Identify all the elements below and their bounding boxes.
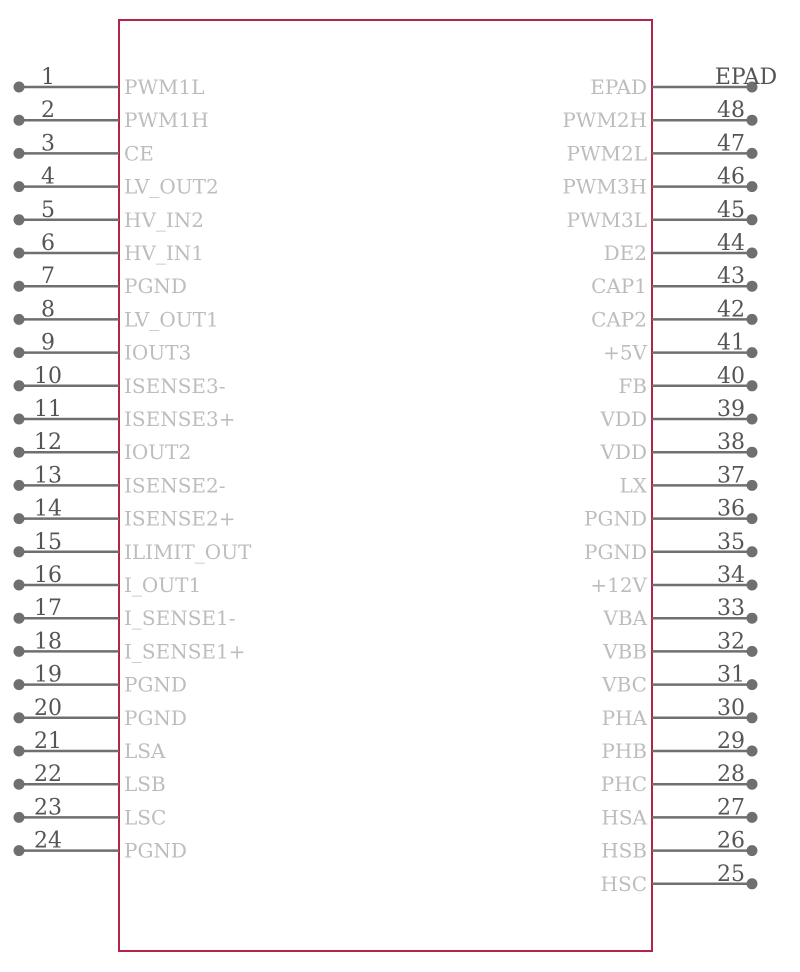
pin-name: PWM3L xyxy=(566,207,647,232)
pin-terminal-dot xyxy=(747,115,758,126)
pin-name: LX xyxy=(619,473,647,498)
pin-name: HSC xyxy=(600,871,647,896)
pin-terminal-dot xyxy=(747,447,758,458)
pin-name: VBA xyxy=(603,606,647,631)
pin-number: 37 xyxy=(717,463,745,489)
pin-number: 39 xyxy=(717,397,745,422)
pin-number: 3 xyxy=(41,131,55,157)
pin-terminal-dot xyxy=(14,181,25,192)
pin-name: +12V xyxy=(590,573,647,597)
pin-terminal-dot xyxy=(14,580,25,591)
pin-name: IOUT2 xyxy=(124,440,192,465)
pin-terminal-dot xyxy=(747,513,758,524)
pin-number: 19 xyxy=(34,662,62,688)
pin-number: 26 xyxy=(717,828,745,854)
pin-name: PHB xyxy=(601,739,647,763)
pin-terminal-dot xyxy=(747,380,758,391)
pin-terminal-dot xyxy=(14,513,25,524)
pin-terminal-dot xyxy=(14,248,25,259)
pin-terminal-dot xyxy=(747,712,758,723)
pin-number: 25 xyxy=(717,861,745,887)
pin-name: FB xyxy=(618,373,647,398)
pin-name: HSA xyxy=(601,805,647,830)
pin-name: PGND xyxy=(584,539,647,564)
pin-terminal-dot xyxy=(747,812,758,823)
pin-terminal-dot xyxy=(14,845,25,856)
pin-terminal-dot xyxy=(747,148,758,159)
pin-name: HV_IN1 xyxy=(124,241,205,265)
pin-number: 6 xyxy=(41,231,55,256)
pin-terminal-dot xyxy=(14,613,25,624)
pin-terminal-dot xyxy=(14,115,25,126)
pin-terminal-dot xyxy=(14,414,25,425)
pin-name: PWM1L xyxy=(124,75,205,99)
pin-name: HV_IN2 xyxy=(124,207,205,232)
pin-name: LV_OUT2 xyxy=(124,174,219,199)
pin-name: I_SENSE1+ xyxy=(124,639,246,664)
pin-name: ISENSE3- xyxy=(124,373,226,398)
pin-number: 22 xyxy=(34,762,62,788)
pin-terminal-dot xyxy=(14,546,25,557)
pin-number: 15 xyxy=(34,529,62,555)
pin-name: LV_OUT1 xyxy=(124,307,219,332)
pin-name: VBC xyxy=(602,672,647,697)
pin-number: 27 xyxy=(717,795,745,821)
pin-name: PGND xyxy=(124,705,187,730)
pin-number: 18 xyxy=(34,629,62,655)
pin-number: 48 xyxy=(717,98,745,124)
pin-number: 7 xyxy=(41,264,55,290)
pin-name: PWM3H xyxy=(562,174,647,199)
pin-number: 31 xyxy=(717,662,745,688)
pin-number: 44 xyxy=(717,231,745,256)
pin-name: DE2 xyxy=(603,241,647,265)
pin-number: 47 xyxy=(717,131,745,157)
pin-terminal-dot xyxy=(14,214,25,225)
pin-name: VDD xyxy=(600,407,647,431)
pin-terminal-dot xyxy=(14,746,25,757)
pin-name: ISENSE2- xyxy=(124,473,226,498)
pin-number: 1 xyxy=(41,65,55,90)
pin-number: 16 xyxy=(34,563,62,588)
pin-terminal-dot xyxy=(747,580,758,591)
pin-terminal-dot xyxy=(747,679,758,690)
pin-terminal-dot xyxy=(14,82,25,93)
pin-number: 32 xyxy=(717,629,745,655)
pin-terminal-dot xyxy=(747,281,758,292)
pin-terminal-dot xyxy=(747,546,758,557)
pin-name: PGND xyxy=(584,506,647,531)
pin-terminal-dot xyxy=(747,347,758,358)
pin-number: 13 xyxy=(34,463,62,489)
pin-name: I_SENSE1- xyxy=(124,606,236,631)
pin-number: 5 xyxy=(41,197,55,223)
pin-name: PWM2L xyxy=(566,141,647,166)
pin-number: 36 xyxy=(717,496,745,522)
pin-name: ISENSE3+ xyxy=(124,407,236,431)
pin-terminal-dot xyxy=(14,314,25,325)
pin-name: PWM1H xyxy=(124,108,209,133)
pin-terminal-dot xyxy=(747,480,758,491)
pin-number: 28 xyxy=(717,762,745,788)
pin-number: 11 xyxy=(34,397,62,422)
pin-terminal-dot xyxy=(747,314,758,325)
pin-number: 42 xyxy=(717,297,745,323)
pin-name: ISENSE2+ xyxy=(124,506,236,531)
pin-terminal-dot xyxy=(14,679,25,690)
pin-name: CE xyxy=(124,141,154,166)
pin-number: 21 xyxy=(34,729,62,754)
pin-name: +5V xyxy=(603,340,647,365)
pin-terminal-dot xyxy=(14,447,25,458)
pin-name: IOUT3 xyxy=(124,340,192,365)
pin-terminal-dot xyxy=(747,613,758,624)
pin-name: VDD xyxy=(600,440,647,465)
pin-terminal-dot xyxy=(747,878,758,889)
pin-terminal-dot xyxy=(747,845,758,856)
pin-number: 43 xyxy=(717,264,745,290)
pin-number: 34 xyxy=(717,563,745,588)
pin-terminal-dot xyxy=(747,414,758,425)
pin-name: PHC xyxy=(600,772,647,797)
pin-terminal-dot xyxy=(14,148,25,159)
pin-terminal-dot xyxy=(14,380,25,391)
pin-name: HSB xyxy=(601,838,647,863)
pin-number: 24 xyxy=(34,828,62,854)
pin-number: 23 xyxy=(34,795,62,821)
pin-terminal-dot xyxy=(14,281,25,292)
pin-number: 17 xyxy=(34,596,62,622)
pin-number: 38 xyxy=(717,430,745,456)
pin-name: PHA xyxy=(601,705,647,730)
pin-number: 45 xyxy=(717,197,745,223)
pin-name: PGND xyxy=(124,838,187,863)
pin-terminal-dot xyxy=(14,480,25,491)
pin-number: 40 xyxy=(717,363,745,389)
pin-terminal-dot xyxy=(14,646,25,657)
pin-number: 35 xyxy=(717,529,745,555)
pin-name: LSC xyxy=(124,805,167,830)
pin-terminal-dot xyxy=(747,248,758,259)
pin-name: ILIMIT_OUT xyxy=(124,539,252,564)
pin-number: 10 xyxy=(34,363,62,389)
pin-number: 14 xyxy=(34,496,62,522)
pin-number: 33 xyxy=(717,596,745,622)
pin-number: 2 xyxy=(41,98,55,124)
pin-terminal-dot xyxy=(747,214,758,225)
pin-terminal-dot xyxy=(747,181,758,192)
pin-terminal-dot xyxy=(14,347,25,358)
pin-name: LSA xyxy=(124,739,166,763)
pin-number: 8 xyxy=(41,297,55,323)
pin-number: 46 xyxy=(717,164,745,190)
pin-terminal-dot xyxy=(14,812,25,823)
pin-number: 12 xyxy=(34,430,62,456)
pin-number: 20 xyxy=(34,695,62,721)
pin-terminal-dot xyxy=(14,712,25,723)
pin-name: PWM2H xyxy=(562,108,647,133)
pin-number: EPAD xyxy=(714,65,778,90)
pin-name: LSB xyxy=(124,772,166,797)
pin-number: 41 xyxy=(717,330,745,356)
pin-name: CAP1 xyxy=(591,274,647,299)
pin-terminal-dot xyxy=(747,779,758,790)
pin-number: 4 xyxy=(41,164,55,190)
pin-name: CAP2 xyxy=(591,307,647,332)
pin-name: PGND xyxy=(124,274,187,299)
pin-name: I_OUT1 xyxy=(124,573,202,597)
pin-terminal-dot xyxy=(747,646,758,657)
pin-terminal-dot xyxy=(747,746,758,757)
pin-number: 29 xyxy=(717,729,745,754)
pin-number: 9 xyxy=(41,330,55,356)
pin-number: 30 xyxy=(717,695,745,721)
pin-terminal-dot xyxy=(14,779,25,790)
pin-name: PGND xyxy=(124,672,187,697)
pin-name: VBB xyxy=(603,639,647,664)
pin-name: EPAD xyxy=(590,75,647,99)
